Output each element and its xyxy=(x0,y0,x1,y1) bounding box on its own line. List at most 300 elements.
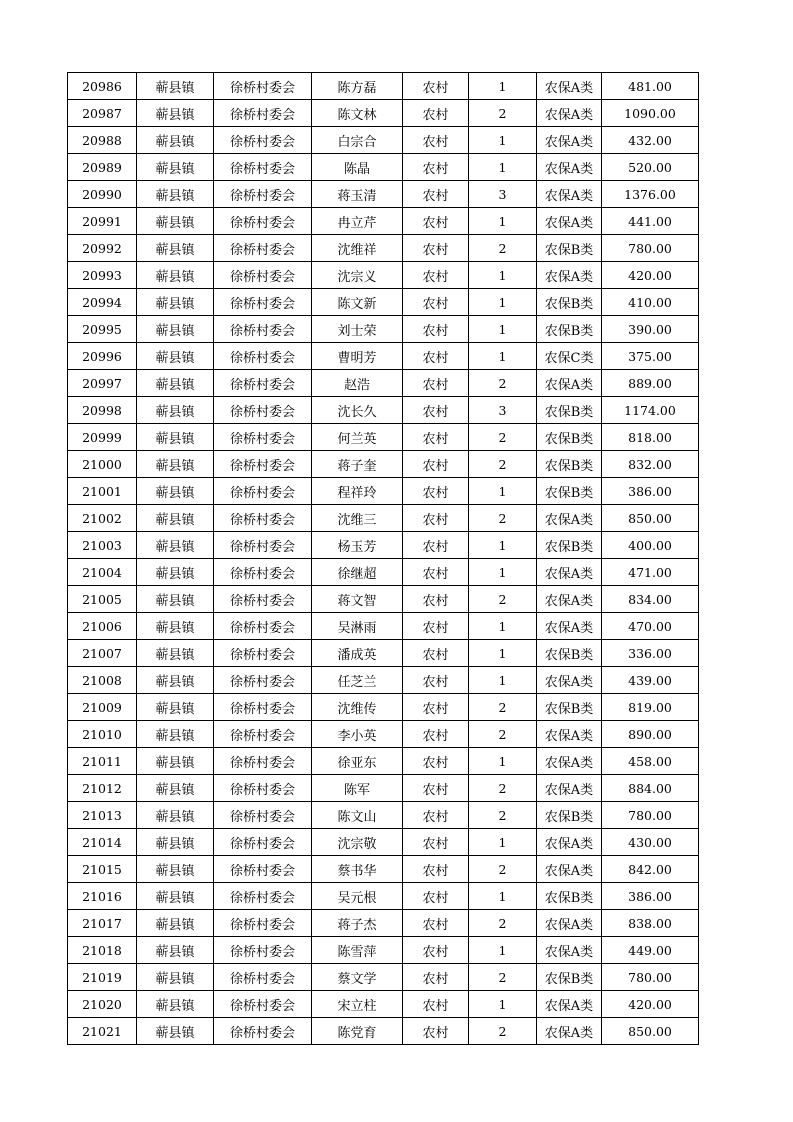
cell-town: 蕲县镇 xyxy=(137,451,214,478)
cell-name: 陈党育 xyxy=(312,1018,403,1045)
cell-amount: 375.00 xyxy=(602,343,699,370)
cell-area: 农村 xyxy=(403,991,469,1018)
cell-town: 蕲县镇 xyxy=(137,370,214,397)
cell-area: 农村 xyxy=(403,1018,469,1045)
cell-name: 徐继超 xyxy=(312,559,403,586)
cell-name: 任芝兰 xyxy=(312,667,403,694)
cell-category: 农保B类 xyxy=(537,640,602,667)
cell-category: 农保A类 xyxy=(537,775,602,802)
cell-count: 2 xyxy=(469,802,537,829)
cell-amount: 420.00 xyxy=(602,991,699,1018)
cell-village: 徐桥村委会 xyxy=(214,667,312,694)
cell-area: 农村 xyxy=(403,613,469,640)
cell-name: 蒋子奎 xyxy=(312,451,403,478)
cell-town: 蕲县镇 xyxy=(137,1018,214,1045)
cell-town: 蕲县镇 xyxy=(137,856,214,883)
cell-town: 蕲县镇 xyxy=(137,154,214,181)
table-row xyxy=(68,721,699,748)
cell-count: 2 xyxy=(469,370,537,397)
cell-village: 徐桥村委会 xyxy=(214,100,312,127)
table-row xyxy=(68,1018,699,1045)
cell-id: 21021 xyxy=(68,1018,137,1045)
cell-area: 农村 xyxy=(403,154,469,181)
table-row xyxy=(68,937,699,964)
cell-town: 蕲县镇 xyxy=(137,181,214,208)
table-row xyxy=(68,667,699,694)
cell-count: 2 xyxy=(469,775,537,802)
cell-amount: 884.00 xyxy=(602,775,699,802)
cell-area: 农村 xyxy=(403,100,469,127)
cell-amount: 1090.00 xyxy=(602,100,699,127)
cell-count: 3 xyxy=(469,181,537,208)
cell-town: 蕲县镇 xyxy=(137,316,214,343)
table-row xyxy=(68,73,699,100)
cell-id: 21014 xyxy=(68,829,137,856)
cell-count: 1 xyxy=(469,316,537,343)
cell-village: 徐桥村委会 xyxy=(214,532,312,559)
cell-id: 20992 xyxy=(68,235,137,262)
cell-count: 1 xyxy=(469,937,537,964)
cell-amount: 819.00 xyxy=(602,694,699,721)
cell-category: 农保A类 xyxy=(537,991,602,1018)
cell-count: 1 xyxy=(469,208,537,235)
cell-name: 程祥玲 xyxy=(312,478,403,505)
cell-town: 蕲县镇 xyxy=(137,910,214,937)
cell-town: 蕲县镇 xyxy=(137,802,214,829)
cell-amount: 780.00 xyxy=(602,802,699,829)
cell-area: 农村 xyxy=(403,775,469,802)
cell-amount: 818.00 xyxy=(602,424,699,451)
cell-village: 徐桥村委会 xyxy=(214,451,312,478)
cell-area: 农村 xyxy=(403,964,469,991)
cell-id: 21003 xyxy=(68,532,137,559)
cell-town: 蕲县镇 xyxy=(137,208,214,235)
cell-id: 20986 xyxy=(68,73,137,100)
cell-village: 徐桥村委会 xyxy=(214,370,312,397)
table-row xyxy=(68,640,699,667)
cell-count: 1 xyxy=(469,262,537,289)
cell-area: 农村 xyxy=(403,640,469,667)
cell-village: 徐桥村委会 xyxy=(214,910,312,937)
cell-town: 蕲县镇 xyxy=(137,964,214,991)
cell-amount: 449.00 xyxy=(602,937,699,964)
cell-category: 农保A类 xyxy=(537,370,602,397)
cell-town: 蕲县镇 xyxy=(137,667,214,694)
cell-town: 蕲县镇 xyxy=(137,829,214,856)
cell-village: 徐桥村委会 xyxy=(214,424,312,451)
cell-count: 2 xyxy=(469,694,537,721)
cell-amount: 889.00 xyxy=(602,370,699,397)
cell-id: 21007 xyxy=(68,640,137,667)
cell-name: 吴元根 xyxy=(312,883,403,910)
cell-town: 蕲县镇 xyxy=(137,73,214,100)
table-row xyxy=(68,343,699,370)
cell-category: 农保A类 xyxy=(537,559,602,586)
cell-area: 农村 xyxy=(403,856,469,883)
cell-village: 徐桥村委会 xyxy=(214,397,312,424)
cell-category: 农保A类 xyxy=(537,100,602,127)
cell-id: 20991 xyxy=(68,208,137,235)
cell-id: 21005 xyxy=(68,586,137,613)
cell-category: 农保A类 xyxy=(537,829,602,856)
cell-name: 沈长久 xyxy=(312,397,403,424)
cell-town: 蕲县镇 xyxy=(137,478,214,505)
cell-category: 农保A类 xyxy=(537,1018,602,1045)
cell-id: 21019 xyxy=(68,964,137,991)
cell-count: 1 xyxy=(469,532,537,559)
table-row xyxy=(68,883,699,910)
cell-category: 农保B类 xyxy=(537,964,602,991)
cell-category: 农保B类 xyxy=(537,694,602,721)
cell-area: 农村 xyxy=(403,181,469,208)
cell-village: 徐桥村委会 xyxy=(214,73,312,100)
cell-id: 21015 xyxy=(68,856,137,883)
cell-village: 徐桥村委会 xyxy=(214,208,312,235)
cell-amount: 780.00 xyxy=(602,964,699,991)
cell-name: 杨玉芳 xyxy=(312,532,403,559)
cell-amount: 386.00 xyxy=(602,478,699,505)
cell-name: 蔡文学 xyxy=(312,964,403,991)
cell-count: 2 xyxy=(469,856,537,883)
cell-village: 徐桥村委会 xyxy=(214,964,312,991)
cell-id: 21016 xyxy=(68,883,137,910)
cell-name: 陈军 xyxy=(312,775,403,802)
cell-name: 沈宗义 xyxy=(312,262,403,289)
cell-village: 徐桥村委会 xyxy=(214,235,312,262)
cell-town: 蕲县镇 xyxy=(137,775,214,802)
cell-category: 农保B类 xyxy=(537,478,602,505)
cell-name: 沈维三 xyxy=(312,505,403,532)
cell-id: 21009 xyxy=(68,694,137,721)
cell-area: 农村 xyxy=(403,721,469,748)
cell-count: 2 xyxy=(469,1018,537,1045)
cell-village: 徐桥村委会 xyxy=(214,937,312,964)
table-row xyxy=(68,694,699,721)
table-row xyxy=(68,370,699,397)
table-row xyxy=(68,829,699,856)
cell-count: 2 xyxy=(469,235,537,262)
cell-village: 徐桥村委会 xyxy=(214,316,312,343)
cell-id: 21008 xyxy=(68,667,137,694)
table-row xyxy=(68,559,699,586)
records-table xyxy=(67,72,699,1045)
cell-town: 蕲县镇 xyxy=(137,532,214,559)
cell-town: 蕲县镇 xyxy=(137,694,214,721)
cell-name: 沈维传 xyxy=(312,694,403,721)
cell-town: 蕲县镇 xyxy=(137,613,214,640)
cell-village: 徐桥村委会 xyxy=(214,505,312,532)
cell-name: 蒋玉清 xyxy=(312,181,403,208)
table-row xyxy=(68,856,699,883)
cell-area: 农村 xyxy=(403,289,469,316)
cell-village: 徐桥村委会 xyxy=(214,748,312,775)
cell-area: 农村 xyxy=(403,397,469,424)
cell-area: 农村 xyxy=(403,802,469,829)
cell-id: 20996 xyxy=(68,343,137,370)
cell-id: 21020 xyxy=(68,991,137,1018)
cell-area: 农村 xyxy=(403,343,469,370)
cell-category: 农保A类 xyxy=(537,127,602,154)
cell-village: 徐桥村委会 xyxy=(214,856,312,883)
cell-count: 2 xyxy=(469,910,537,937)
cell-area: 农村 xyxy=(403,748,469,775)
cell-area: 农村 xyxy=(403,532,469,559)
cell-amount: 390.00 xyxy=(602,316,699,343)
cell-name: 刘士荣 xyxy=(312,316,403,343)
cell-amount: 400.00 xyxy=(602,532,699,559)
table-body xyxy=(68,73,699,1045)
cell-village: 徐桥村委会 xyxy=(214,181,312,208)
cell-town: 蕲县镇 xyxy=(137,100,214,127)
cell-town: 蕲县镇 xyxy=(137,505,214,532)
cell-name: 陈雪萍 xyxy=(312,937,403,964)
cell-id: 20995 xyxy=(68,316,137,343)
cell-village: 徐桥村委会 xyxy=(214,694,312,721)
cell-area: 农村 xyxy=(403,559,469,586)
cell-id: 20988 xyxy=(68,127,137,154)
cell-town: 蕲县镇 xyxy=(137,721,214,748)
cell-count: 1 xyxy=(469,991,537,1018)
cell-area: 农村 xyxy=(403,694,469,721)
cell-id: 20997 xyxy=(68,370,137,397)
cell-category: 农保A类 xyxy=(537,154,602,181)
cell-area: 农村 xyxy=(403,208,469,235)
cell-name: 吴淋雨 xyxy=(312,613,403,640)
cell-amount: 471.00 xyxy=(602,559,699,586)
cell-count: 1 xyxy=(469,127,537,154)
cell-name: 白宗合 xyxy=(312,127,403,154)
cell-category: 农保B类 xyxy=(537,802,602,829)
cell-town: 蕲县镇 xyxy=(137,397,214,424)
cell-id: 20999 xyxy=(68,424,137,451)
cell-category: 农保A类 xyxy=(537,748,602,775)
cell-area: 农村 xyxy=(403,937,469,964)
cell-category: 农保B类 xyxy=(537,532,602,559)
cell-category: 农保B类 xyxy=(537,316,602,343)
cell-name: 陈方磊 xyxy=(312,73,403,100)
cell-amount: 386.00 xyxy=(602,883,699,910)
table-row xyxy=(68,235,699,262)
cell-town: 蕲县镇 xyxy=(137,559,214,586)
cell-category: 农保A类 xyxy=(537,667,602,694)
table-row xyxy=(68,451,699,478)
table-row xyxy=(68,154,699,181)
cell-id: 20998 xyxy=(68,397,137,424)
table-row xyxy=(68,532,699,559)
table-row xyxy=(68,208,699,235)
cell-category: 农保C类 xyxy=(537,343,602,370)
cell-amount: 410.00 xyxy=(602,289,699,316)
cell-category: 农保A类 xyxy=(537,73,602,100)
cell-village: 徐桥村委会 xyxy=(214,127,312,154)
cell-area: 农村 xyxy=(403,910,469,937)
cell-amount: 441.00 xyxy=(602,208,699,235)
table-row xyxy=(68,505,699,532)
table-row xyxy=(68,397,699,424)
cell-area: 农村 xyxy=(403,73,469,100)
cell-amount: 481.00 xyxy=(602,73,699,100)
cell-id: 21004 xyxy=(68,559,137,586)
cell-village: 徐桥村委会 xyxy=(214,586,312,613)
cell-category: 农保B类 xyxy=(537,424,602,451)
cell-count: 1 xyxy=(469,640,537,667)
table-row xyxy=(68,424,699,451)
cell-town: 蕲县镇 xyxy=(137,424,214,451)
cell-category: 农保A类 xyxy=(537,721,602,748)
cell-count: 1 xyxy=(469,613,537,640)
table-row xyxy=(68,289,699,316)
cell-id: 21013 xyxy=(68,802,137,829)
cell-town: 蕲县镇 xyxy=(137,586,214,613)
table-row xyxy=(68,748,699,775)
cell-town: 蕲县镇 xyxy=(137,289,214,316)
cell-id: 21006 xyxy=(68,613,137,640)
table-row xyxy=(68,802,699,829)
table-row xyxy=(68,991,699,1018)
cell-name: 陈文山 xyxy=(312,802,403,829)
cell-village: 徐桥村委会 xyxy=(214,1018,312,1045)
table-row xyxy=(68,181,699,208)
cell-count: 1 xyxy=(469,667,537,694)
table-row xyxy=(68,964,699,991)
cell-id: 21010 xyxy=(68,721,137,748)
cell-category: 农保B类 xyxy=(537,289,602,316)
cell-area: 农村 xyxy=(403,478,469,505)
table-row xyxy=(68,613,699,640)
cell-id: 21002 xyxy=(68,505,137,532)
cell-name: 蔡书华 xyxy=(312,856,403,883)
cell-amount: 1174.00 xyxy=(602,397,699,424)
cell-id: 21000 xyxy=(68,451,137,478)
cell-category: 农保A类 xyxy=(537,181,602,208)
cell-id: 21011 xyxy=(68,748,137,775)
cell-count: 2 xyxy=(469,721,537,748)
cell-name: 陈晶 xyxy=(312,154,403,181)
cell-id: 20987 xyxy=(68,100,137,127)
cell-village: 徐桥村委会 xyxy=(214,640,312,667)
cell-count: 1 xyxy=(469,154,537,181)
cell-village: 徐桥村委会 xyxy=(214,721,312,748)
cell-name: 何兰英 xyxy=(312,424,403,451)
cell-village: 徐桥村委会 xyxy=(214,343,312,370)
cell-count: 2 xyxy=(469,505,537,532)
cell-category: 农保A类 xyxy=(537,208,602,235)
cell-area: 农村 xyxy=(403,829,469,856)
cell-town: 蕲县镇 xyxy=(137,343,214,370)
cell-count: 3 xyxy=(469,397,537,424)
table-row xyxy=(68,910,699,937)
cell-amount: 1376.00 xyxy=(602,181,699,208)
cell-name: 陈文林 xyxy=(312,100,403,127)
cell-area: 农村 xyxy=(403,235,469,262)
cell-count: 1 xyxy=(469,73,537,100)
cell-amount: 850.00 xyxy=(602,1018,699,1045)
cell-category: 农保A类 xyxy=(537,613,602,640)
cell-village: 徐桥村委会 xyxy=(214,154,312,181)
cell-id: 21012 xyxy=(68,775,137,802)
cell-name: 潘成英 xyxy=(312,640,403,667)
cell-amount: 520.00 xyxy=(602,154,699,181)
cell-name: 赵浩 xyxy=(312,370,403,397)
cell-count: 2 xyxy=(469,451,537,478)
cell-name: 沈宗敬 xyxy=(312,829,403,856)
cell-area: 农村 xyxy=(403,667,469,694)
cell-category: 农保B类 xyxy=(537,235,602,262)
cell-town: 蕲县镇 xyxy=(137,937,214,964)
cell-amount: 842.00 xyxy=(602,856,699,883)
cell-town: 蕲县镇 xyxy=(137,127,214,154)
cell-amount: 336.00 xyxy=(602,640,699,667)
cell-id: 20994 xyxy=(68,289,137,316)
cell-area: 农村 xyxy=(403,424,469,451)
cell-village: 徐桥村委会 xyxy=(214,883,312,910)
cell-town: 蕲县镇 xyxy=(137,991,214,1018)
cell-category: 农保B类 xyxy=(537,397,602,424)
cell-area: 农村 xyxy=(403,127,469,154)
cell-amount: 780.00 xyxy=(602,235,699,262)
table-row xyxy=(68,127,699,154)
cell-name: 陈文新 xyxy=(312,289,403,316)
cell-name: 李小英 xyxy=(312,721,403,748)
cell-area: 农村 xyxy=(403,586,469,613)
cell-village: 徐桥村委会 xyxy=(214,289,312,316)
cell-count: 2 xyxy=(469,100,537,127)
cell-amount: 470.00 xyxy=(602,613,699,640)
cell-name: 冉立芹 xyxy=(312,208,403,235)
cell-id: 21018 xyxy=(68,937,137,964)
table-row xyxy=(68,478,699,505)
cell-name: 徐亚东 xyxy=(312,748,403,775)
cell-id: 21017 xyxy=(68,910,137,937)
table-row xyxy=(68,262,699,289)
cell-name: 蒋文智 xyxy=(312,586,403,613)
cell-area: 农村 xyxy=(403,262,469,289)
cell-amount: 838.00 xyxy=(602,910,699,937)
table-row xyxy=(68,100,699,127)
table-row xyxy=(68,775,699,802)
cell-count: 1 xyxy=(469,559,537,586)
cell-amount: 890.00 xyxy=(602,721,699,748)
cell-amount: 832.00 xyxy=(602,451,699,478)
cell-town: 蕲县镇 xyxy=(137,235,214,262)
cell-category: 农保A类 xyxy=(537,262,602,289)
cell-count: 2 xyxy=(469,964,537,991)
cell-town: 蕲县镇 xyxy=(137,748,214,775)
table-row xyxy=(68,316,699,343)
cell-village: 徐桥村委会 xyxy=(214,559,312,586)
cell-amount: 432.00 xyxy=(602,127,699,154)
cell-village: 徐桥村委会 xyxy=(214,478,312,505)
cell-name: 蒋子杰 xyxy=(312,910,403,937)
cell-name: 宋立柱 xyxy=(312,991,403,1018)
cell-category: 农保A类 xyxy=(537,505,602,532)
cell-amount: 458.00 xyxy=(602,748,699,775)
cell-amount: 430.00 xyxy=(602,829,699,856)
cell-area: 农村 xyxy=(403,883,469,910)
cell-town: 蕲县镇 xyxy=(137,883,214,910)
cell-area: 农村 xyxy=(403,370,469,397)
cell-area: 农村 xyxy=(403,505,469,532)
cell-village: 徐桥村委会 xyxy=(214,829,312,856)
cell-count: 1 xyxy=(469,289,537,316)
cell-village: 徐桥村委会 xyxy=(214,775,312,802)
cell-category: 农保A类 xyxy=(537,586,602,613)
cell-count: 1 xyxy=(469,748,537,775)
cell-area: 农村 xyxy=(403,451,469,478)
cell-category: 农保B类 xyxy=(537,451,602,478)
cell-count: 2 xyxy=(469,586,537,613)
cell-amount: 850.00 xyxy=(602,505,699,532)
